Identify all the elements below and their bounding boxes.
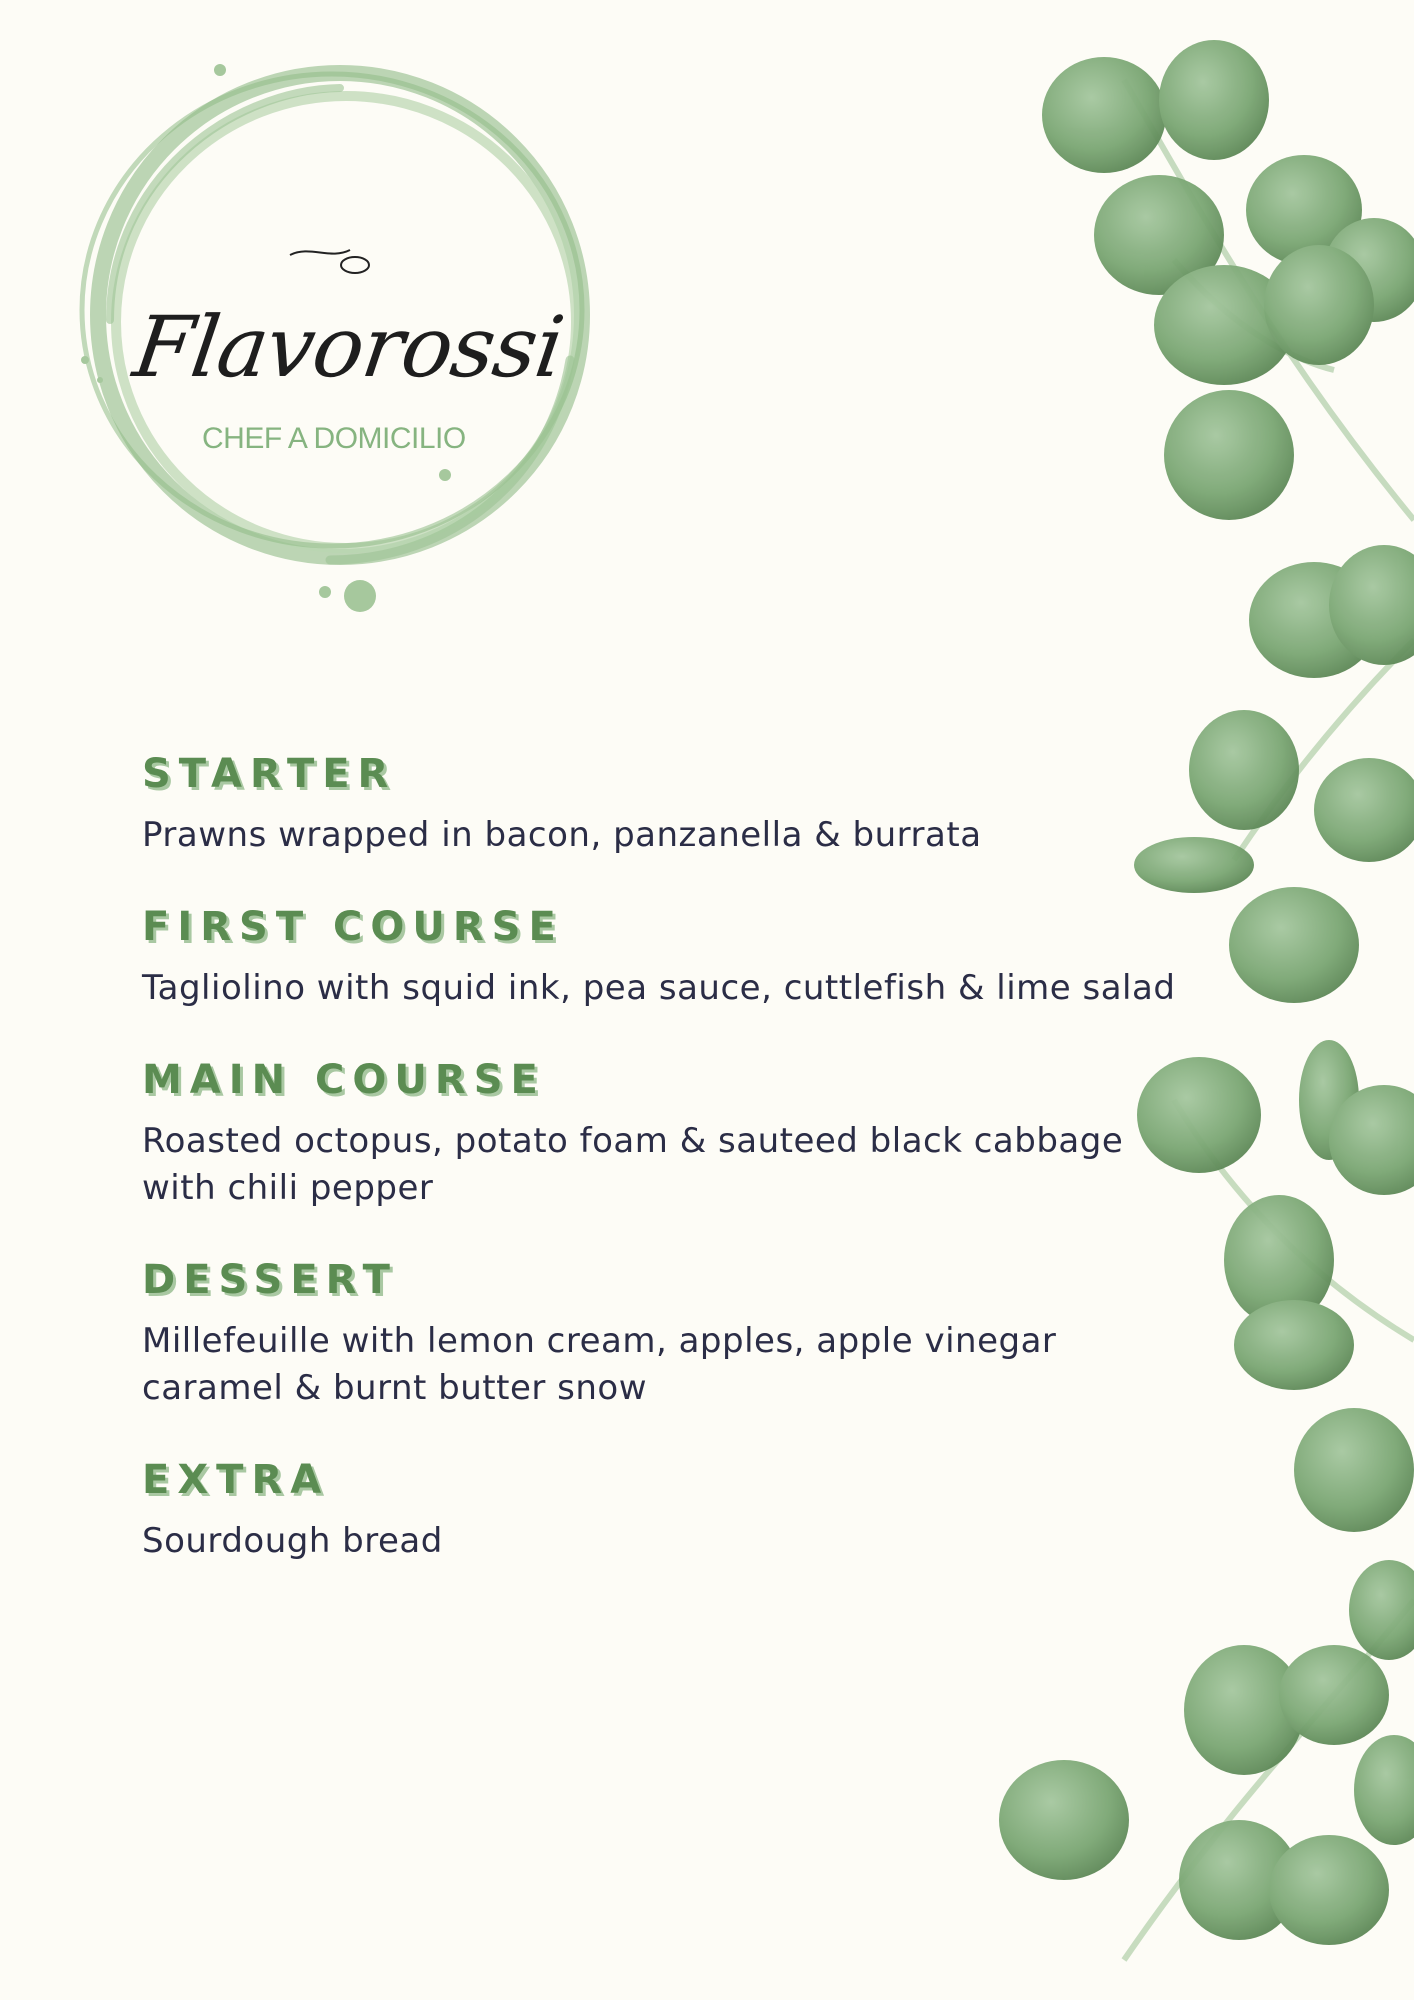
menu-section-starter xyxy=(142,750,1202,859)
section-title: MAIN COURSE xyxy=(142,1057,546,1103)
section-title: EXTRA xyxy=(142,1457,330,1503)
section-title: DESSERT xyxy=(142,1257,398,1303)
section-description: Prawns wrapped in bacon, panzanella & burrata xyxy=(142,815,982,855)
section-title: FIRST COURSE xyxy=(142,904,564,950)
menu-list xyxy=(142,750,1202,1609)
brand-logo xyxy=(70,60,610,620)
brand-tagline: CHEF A DOMICILIO xyxy=(202,422,466,455)
section-description: Sourdough bread xyxy=(142,1521,443,1561)
menu-section-extra xyxy=(142,1456,1202,1565)
section-description: Roasted octopus, potato foam & sauteed black cabbage with chili pepper xyxy=(142,1121,1124,1208)
section-description: Tagliolino with squid ink, pea sauce, cuttlefish & lime salad xyxy=(142,968,1176,1008)
menu-section-dessert xyxy=(142,1256,1202,1412)
section-title: STARTER xyxy=(142,751,397,797)
section-description: Millefeuille with lemon cream, apples, apple vinegar caramel & burnt butter snow xyxy=(142,1321,1057,1408)
brand-name: Flavorossi xyxy=(128,298,569,396)
menu-section-first-course xyxy=(142,903,1202,1012)
menu-section-main-course xyxy=(142,1056,1202,1212)
